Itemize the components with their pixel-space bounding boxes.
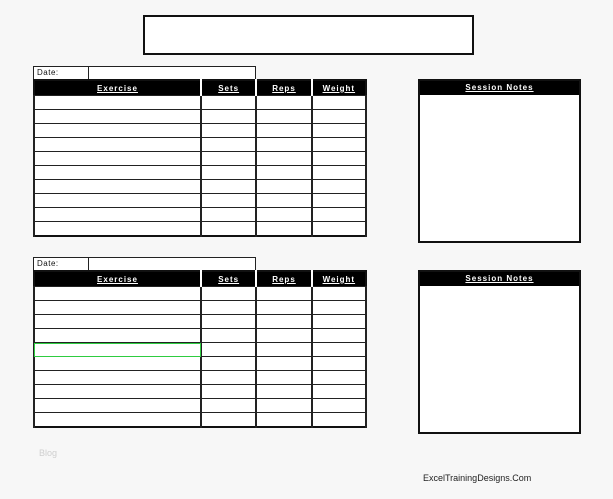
weight-cell[interactable] bbox=[312, 180, 366, 194]
weight-cell[interactable] bbox=[312, 413, 366, 428]
sets-cell[interactable] bbox=[201, 208, 256, 222]
session-notes-panel-1[interactable] bbox=[418, 79, 581, 243]
reps-cell[interactable] bbox=[256, 357, 311, 371]
weight-cell[interactable] bbox=[312, 208, 366, 222]
watermark-text: Blog bbox=[39, 448, 58, 458]
weight-cell[interactable] bbox=[312, 152, 366, 166]
reps-cell[interactable] bbox=[256, 222, 311, 237]
table-row bbox=[34, 413, 366, 428]
sets-cell[interactable] bbox=[201, 385, 256, 399]
table-row bbox=[34, 329, 366, 343]
sets-cell[interactable] bbox=[201, 413, 256, 428]
table-row bbox=[34, 96, 366, 110]
header-weight: Weight bbox=[312, 271, 366, 287]
sets-cell[interactable] bbox=[201, 180, 256, 194]
date-label-2: Date: bbox=[33, 257, 89, 271]
reps-cell[interactable] bbox=[256, 301, 311, 315]
table-row bbox=[34, 399, 366, 413]
header-sets: Sets bbox=[201, 80, 256, 96]
table-row bbox=[34, 138, 366, 152]
exercise-cell[interactable] bbox=[34, 110, 201, 124]
header-reps: Reps bbox=[256, 80, 311, 96]
weight-cell[interactable] bbox=[312, 329, 366, 343]
date-field-1[interactable] bbox=[88, 66, 256, 80]
sets-cell[interactable] bbox=[201, 194, 256, 208]
reps-cell[interactable] bbox=[256, 287, 311, 301]
exercise-cell[interactable] bbox=[34, 315, 201, 329]
weight-cell[interactable] bbox=[312, 371, 366, 385]
reps-cell[interactable] bbox=[256, 194, 311, 208]
exercise-log-table-2 bbox=[33, 270, 367, 428]
table-row bbox=[34, 152, 366, 166]
reps-cell[interactable] bbox=[256, 166, 311, 180]
table-row bbox=[34, 208, 366, 222]
sets-cell[interactable] bbox=[201, 110, 256, 124]
exercise-cell[interactable] bbox=[34, 385, 201, 399]
reps-cell[interactable] bbox=[256, 110, 311, 124]
table-row bbox=[34, 222, 366, 237]
header-exercise: Exercise bbox=[34, 271, 201, 287]
session-notes-panel-2[interactable] bbox=[418, 270, 581, 434]
sets-cell[interactable] bbox=[201, 138, 256, 152]
sets-cell[interactable] bbox=[201, 399, 256, 413]
weight-cell[interactable] bbox=[312, 357, 366, 371]
table-row bbox=[34, 385, 366, 399]
table-row bbox=[34, 287, 366, 301]
exercise-cell[interactable] bbox=[34, 208, 201, 222]
weight-cell[interactable] bbox=[312, 399, 366, 413]
sets-cell[interactable] bbox=[201, 329, 256, 343]
table-row bbox=[34, 180, 366, 194]
sets-cell[interactable] bbox=[201, 357, 256, 371]
weight-cell[interactable] bbox=[312, 222, 366, 237]
sets-cell[interactable] bbox=[201, 124, 256, 138]
weight-cell[interactable] bbox=[312, 315, 366, 329]
reps-cell[interactable] bbox=[256, 385, 311, 399]
reps-cell[interactable] bbox=[256, 399, 311, 413]
exercise-cell[interactable] bbox=[34, 166, 201, 180]
header-exercise: Exercise bbox=[34, 80, 201, 96]
exercise-cell[interactable] bbox=[34, 329, 201, 343]
exercise-log-table-1 bbox=[33, 79, 367, 237]
sets-cell[interactable] bbox=[201, 152, 256, 166]
header-reps: Reps bbox=[256, 271, 311, 287]
sets-cell[interactable] bbox=[201, 315, 256, 329]
reps-cell[interactable] bbox=[256, 180, 311, 194]
header-sets: Sets bbox=[201, 271, 256, 287]
reps-cell[interactable] bbox=[256, 315, 311, 329]
sets-cell[interactable] bbox=[201, 166, 256, 180]
sets-cell[interactable] bbox=[201, 343, 256, 357]
sets-cell[interactable] bbox=[201, 287, 256, 301]
table-row bbox=[34, 357, 366, 371]
table-row bbox=[34, 301, 366, 315]
weight-cell[interactable] bbox=[312, 301, 366, 315]
table-row bbox=[34, 315, 366, 329]
reps-cell[interactable] bbox=[256, 329, 311, 343]
weight-cell[interactable] bbox=[312, 138, 366, 152]
table-row bbox=[34, 166, 366, 180]
reps-cell[interactable] bbox=[256, 152, 311, 166]
weight-cell[interactable] bbox=[312, 110, 366, 124]
session-notes-title-2: Session Notes bbox=[420, 272, 579, 286]
table-row bbox=[34, 371, 366, 385]
session-notes-title-1: Session Notes bbox=[420, 81, 579, 95]
reps-cell[interactable] bbox=[256, 124, 311, 138]
exercise-cell[interactable] bbox=[34, 413, 201, 428]
table-row bbox=[34, 124, 366, 138]
workout-title-box[interactable] bbox=[143, 15, 474, 55]
reps-cell[interactable] bbox=[256, 96, 311, 110]
weight-cell[interactable] bbox=[312, 194, 366, 208]
weight-cell[interactable] bbox=[312, 96, 366, 110]
table-row bbox=[34, 194, 366, 208]
exercise-cell[interactable] bbox=[34, 222, 201, 237]
exercise-cell[interactable] bbox=[34, 138, 201, 152]
weight-cell[interactable] bbox=[312, 287, 366, 301]
reps-cell[interactable] bbox=[256, 371, 311, 385]
date-label-1: Date: bbox=[33, 66, 89, 80]
reps-cell[interactable] bbox=[256, 138, 311, 152]
reps-cell[interactable] bbox=[256, 343, 311, 357]
reps-cell[interactable] bbox=[256, 413, 311, 428]
table-row bbox=[34, 343, 366, 357]
exercise-cell[interactable] bbox=[34, 399, 201, 413]
weight-cell[interactable] bbox=[312, 124, 366, 138]
exercise-cell[interactable] bbox=[34, 152, 201, 166]
exercise-cell[interactable] bbox=[34, 343, 201, 357]
exercise-cell[interactable] bbox=[34, 194, 201, 208]
date-field-2[interactable] bbox=[88, 257, 256, 271]
exercise-cell[interactable] bbox=[34, 180, 201, 194]
exercise-cell[interactable] bbox=[34, 301, 201, 315]
exercise-cell[interactable] bbox=[34, 287, 201, 301]
reps-cell[interactable] bbox=[256, 208, 311, 222]
sets-cell[interactable] bbox=[201, 222, 256, 237]
exercise-cell[interactable] bbox=[34, 124, 201, 138]
weight-cell[interactable] bbox=[312, 343, 366, 357]
weight-cell[interactable] bbox=[312, 166, 366, 180]
footer-site-name[interactable]: ExcelTrainingDesigns.Com bbox=[423, 473, 532, 483]
header-weight: Weight bbox=[312, 80, 366, 96]
exercise-cell[interactable] bbox=[34, 371, 201, 385]
exercise-cell[interactable] bbox=[34, 357, 201, 371]
sets-cell[interactable] bbox=[201, 371, 256, 385]
sets-cell[interactable] bbox=[201, 96, 256, 110]
table-row bbox=[34, 110, 366, 124]
exercise-cell[interactable] bbox=[34, 96, 201, 110]
weight-cell[interactable] bbox=[312, 385, 366, 399]
sets-cell[interactable] bbox=[201, 301, 256, 315]
